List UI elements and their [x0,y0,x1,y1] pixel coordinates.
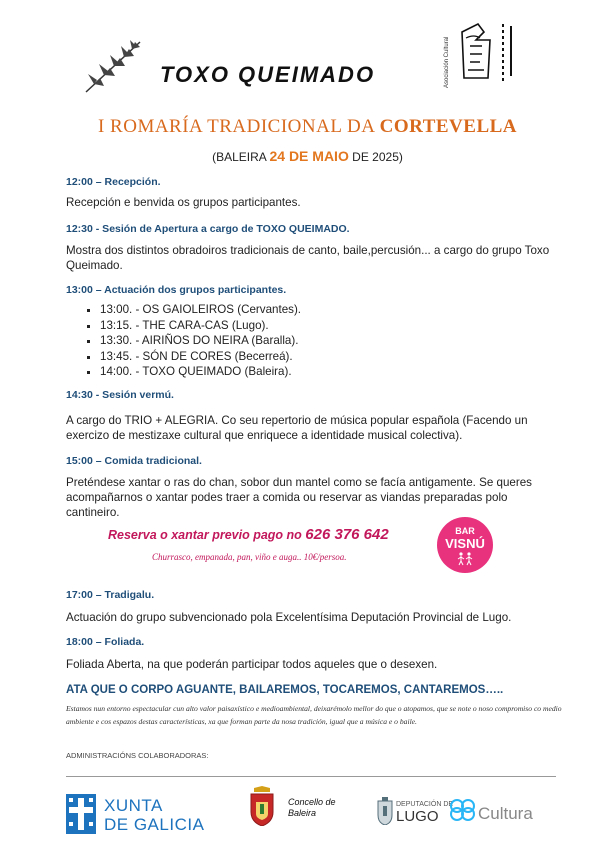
schedule-heading-1430: 14:30 - Sesión vermú. [66,389,174,401]
list-item: ▪ 13:30. - AIRIÑOS DO NEIRA (Baralla). [100,333,301,349]
reservation-phone[interactable]: 626 376 642 [305,526,389,543]
list-item: ▪ 13:15. - THE CARA-CAS (Lugo). [100,318,301,334]
schedule-heading-1230: 12:30 - Sesión de Apertura a cargo de TOXO QUEIMADO. [66,223,350,235]
performers-list [84,302,301,380]
environment-note: Estamos nun entorno espectacular cun alto valor paisaxístico e medioambiental, deixarémolo mellor do que o atopamos, que se note o noso compromiso co medio ambiente e cos espazos destas características, xa que forman parte da nosa tradición, igual que a música e o baile. [66,704,562,726]
schedule-text-1700: Actuación do grupo subvencionado pola Excelentísima Deputación Provincial de Lugo. [66,611,512,624]
toxo-sprig-icon [80,36,150,96]
deputacion-shield-icon [376,797,394,825]
baleira-shield-icon [248,786,276,826]
brand-title: TOXO QUEIMADO [160,62,376,87]
event-title: I ROMARÍA TRADICIONAL DA CORTEVELLA [97,116,518,137]
event-subtitle: (BALEIRA 24 DE MAIO DE 2025) [212,148,403,164]
list-item: ▪ 13:45. - SÓN DE CORES (Becerreá). [100,349,301,365]
list-item: ▪ 13:00. - OS GAIOLEIROS (Cervantes). [100,302,301,318]
cultura-text: Cultura [478,804,533,823]
schedule-heading-1800: 18:00 – Foliada. [66,636,145,648]
cultura-knot-icon [448,798,478,822]
schedule-text-1230: Mostra dos distintos obradoiros tradicionais de canto, baile,percusión... a cargo do grupo Toxo Queimado. [66,244,550,272]
logo-vertical-text: Asociación Cultural [444,36,450,88]
schedule-heading-1500: 15:00 – Comida tradicional. [66,455,202,467]
dancers-icon [457,552,473,566]
concello-logo-text: Concello de Baleira [288,797,336,818]
xunta-logo-text: XUNTA DE GALICIA [104,796,205,834]
schedule-text-1500: Preténdese xantar o ras do chan, sobor dun mantel como se facía antigamente. Se queres acompañarnos o xantar podes traer a comida ou reservar as viandas preparadas polo cantineiro. [66,476,532,519]
schedule-heading-1300: 13:00 – Actuación dos grupos participantes. [66,284,287,296]
schedule-heading-1200: 12:00 – Recepción. [66,176,161,188]
schedule-heading-1700: 17:00 – Tradigalu. [66,589,155,601]
reservation-line: Reserva o xantar previo pago no 626 376 642 [108,526,389,543]
deputacion-small-text: DEPUTACIÓN DE [396,801,454,808]
bar-visnu-badge: BAR VISNÚ [437,517,493,573]
schedule-text-1430: A cargo do TRIO + ALEGRIA. Co seu repertorio de música popular española (Facendo un exercizo de mestizaxe cultural que enriquece a identidade musical colectiva). [66,414,528,442]
schedule-text-1800: Foliada Aberta, na que poderán participar todos aqueles que o desexen. [66,658,438,671]
deputacion-lugo-text: LUGO [396,808,439,825]
closing-line: ATA QUE O CORPO AGUANTE, BAILAREMOS, TOCAREMOS, CANTAREMOS….. [66,684,504,696]
schedule-text-1200: Recepción e benvida os grupos participantes. [66,196,301,209]
administrations-label: ADMINISTRACIÓNS COLABORADORAS: [66,751,209,760]
divider [66,776,556,777]
list-item: ▪ 14:00. - TOXO QUEIMADO (Baleira). [100,364,301,380]
xunta-cross-icon [66,794,96,834]
association-logo [440,18,520,94]
reservation-menu: Churrasco, empanada, pan, viño e auga.. 10€/persoa. [152,552,347,562]
